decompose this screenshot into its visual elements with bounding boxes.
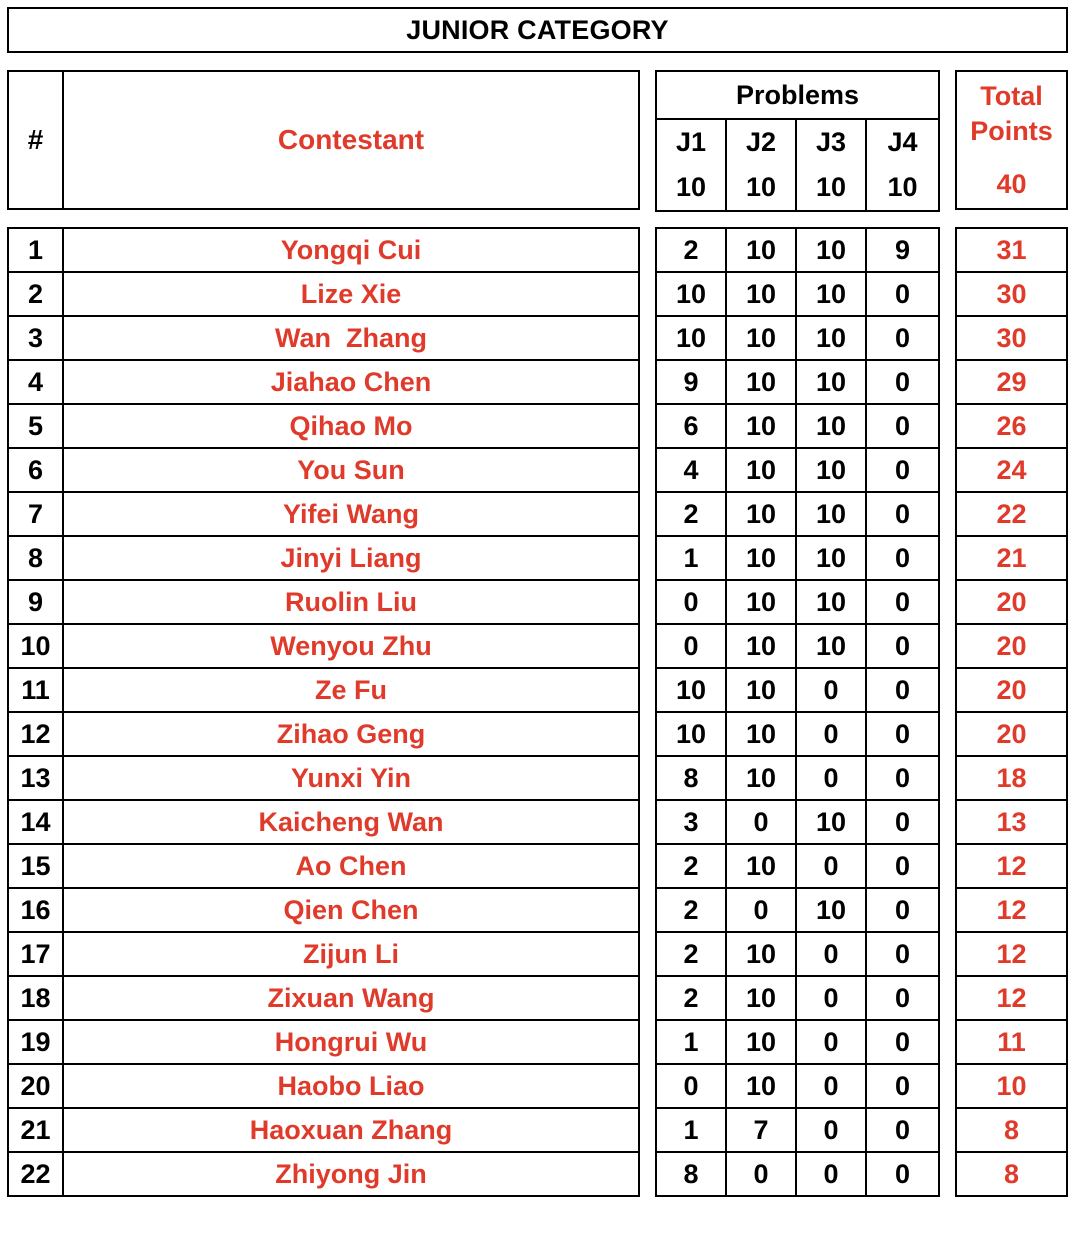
rank-cell: 5 [8,404,63,448]
score-cell-j1: 10 [656,668,726,712]
score-cell-j2: 10 [726,932,796,976]
score-row [656,888,939,932]
score-row [656,536,939,580]
rank-cell: 18 [8,976,63,1020]
score-cell-j3: 10 [796,888,866,932]
score-row [656,1064,939,1108]
total-cell: 20 [956,668,1067,712]
score-row [656,668,939,712]
contestant-name: Zixuan Wang [63,976,639,1020]
table-row [8,712,639,756]
total-row [956,228,1067,272]
table-row [8,536,639,580]
contestant-name: Haobo Liao [63,1064,639,1108]
rank-cell: 14 [8,800,63,844]
contestant-name: Kaicheng Wan [63,800,639,844]
total-cell: 21 [956,536,1067,580]
table-row [8,448,639,492]
contestant-name: Yongqi Cui [63,228,639,272]
table-row [8,932,639,976]
score-cell-j1: 10 [656,712,726,756]
score-cell-j4: 0 [866,668,939,712]
score-cell-j2: 0 [726,888,796,932]
score-cell-j4: 0 [866,272,939,316]
table-row [8,756,639,800]
score-cell-j1: 0 [656,1064,726,1108]
contestant-header: Contestant [63,71,639,209]
score-cell-j3: 0 [796,932,866,976]
total-row [956,448,1067,492]
score-cell-j3: 10 [796,448,866,492]
score-cell-j1: 2 [656,492,726,536]
rank-cell: 17 [8,932,63,976]
score-cell-j1: 10 [656,316,726,360]
score-row [656,932,939,976]
contestant-name: Haoxuan Zhang [63,1108,639,1152]
score-cell-j3: 0 [796,1108,866,1152]
score-cell-j1: 4 [656,448,726,492]
rank-cell: 16 [8,888,63,932]
total-row [956,976,1067,1020]
score-row [656,1020,939,1064]
rank-cell: 1 [8,228,63,272]
total-cell: 12 [956,844,1067,888]
total-row [956,404,1067,448]
problem-label-j3: J3 [796,119,866,165]
score-cell-j2: 10 [726,228,796,272]
total-row [956,1020,1067,1064]
score-cell-j4: 0 [866,800,939,844]
header-contestant-table [7,70,640,210]
score-cell-j1: 2 [656,844,726,888]
score-cell-j4: 0 [866,492,939,536]
score-cell-j4: 0 [866,712,939,756]
contestant-name: Wan Zhang [63,316,639,360]
contestant-name: Qien Chen [63,888,639,932]
total-header [956,71,1067,209]
score-cell-j4: 0 [866,756,939,800]
score-cell-j3: 10 [796,272,866,316]
total-header-line1: Total [980,80,1043,111]
score-cell-j4: 0 [866,888,939,932]
total-row [956,316,1067,360]
score-cell-j3: 10 [796,624,866,668]
score-cell-j1: 10 [656,272,726,316]
score-cell-j1: 8 [656,756,726,800]
score-cell-j3: 10 [796,536,866,580]
contestant-name: Ruolin Liu [63,580,639,624]
rank-cell: 22 [8,1152,63,1196]
score-cell-j2: 10 [726,976,796,1020]
rank-cell: 11 [8,668,63,712]
total-row [956,580,1067,624]
rank-cell: 2 [8,272,63,316]
score-cell-j4: 0 [866,1020,939,1064]
score-cell-j3: 10 [796,316,866,360]
total-cell: 8 [956,1152,1067,1196]
rank-cell: 4 [8,360,63,404]
table-row [8,580,639,624]
score-row [656,800,939,844]
score-cell-j2: 10 [726,404,796,448]
score-row [656,712,939,756]
score-row [656,1108,939,1152]
score-cell-j3: 10 [796,360,866,404]
total-cell: 18 [956,756,1067,800]
table-row [8,800,639,844]
problem-label-j1: J1 [656,119,726,165]
score-cell-j3: 10 [796,404,866,448]
total-row [956,756,1067,800]
total-cell: 20 [956,580,1067,624]
score-cell-j4: 0 [866,536,939,580]
score-cell-j3: 10 [796,492,866,536]
table-row [8,1152,639,1196]
score-cell-j1: 1 [656,1020,726,1064]
score-cell-j3: 0 [796,756,866,800]
score-cell-j3: 0 [796,712,866,756]
rank-header: # [8,71,63,209]
score-cell-j1: 2 [656,888,726,932]
contestant-name: Yifei Wang [63,492,639,536]
score-cell-j1: 0 [656,624,726,668]
total-cell: 12 [956,932,1067,976]
score-cell-j4: 9 [866,228,939,272]
score-cell-j2: 10 [726,580,796,624]
total-cell: 29 [956,360,1067,404]
score-cell-j2: 10 [726,844,796,888]
score-cell-j1: 0 [656,580,726,624]
problems-header: Problems [656,71,939,119]
table-row [8,1108,639,1152]
rank-cell: 19 [8,1020,63,1064]
rank-cell: 6 [8,448,63,492]
scores-table [655,227,940,1197]
contestant-name: Zihao Geng [63,712,639,756]
total-row [956,492,1067,536]
score-row [656,976,939,1020]
total-max: 40 [996,168,1027,199]
rank-cell: 13 [8,756,63,800]
score-cell-j3: 0 [796,844,866,888]
table-row [8,844,639,888]
header-total-table [955,70,1068,210]
table-row [8,976,639,1020]
problem-max-j3: 10 [796,165,866,211]
contestant-name: Qihao Mo [63,404,639,448]
problem-label-j4: J4 [866,119,939,165]
score-cell-j1: 2 [656,932,726,976]
score-row [656,756,939,800]
contestant-name: You Sun [63,448,639,492]
score-row [656,1152,939,1196]
total-row [956,536,1067,580]
table-row [8,888,639,932]
score-cell-j1: 9 [656,360,726,404]
score-cell-j1: 2 [656,228,726,272]
total-cell: 13 [956,800,1067,844]
total-row [956,1064,1067,1108]
totals-table [955,227,1068,1197]
score-row [656,360,939,404]
score-cell-j2: 10 [726,1064,796,1108]
total-row [956,624,1067,668]
score-cell-j1: 3 [656,800,726,844]
rank-cell: 21 [8,1108,63,1152]
total-row [956,712,1067,756]
score-cell-j4: 0 [866,1108,939,1152]
total-cell: 10 [956,1064,1067,1108]
total-row [956,800,1067,844]
score-cell-j4: 0 [866,448,939,492]
contestant-name: Ze Fu [63,668,639,712]
score-cell-j2: 10 [726,492,796,536]
score-cell-j4: 0 [866,404,939,448]
rank-cell: 10 [8,624,63,668]
category-title: JUNIOR CATEGORY [7,7,1068,53]
problem-label-j2: J2 [726,119,796,165]
score-cell-j2: 10 [726,1020,796,1064]
table-row [8,272,639,316]
contestant-name: Lize Xie [63,272,639,316]
table-row [8,228,639,272]
table-row [8,360,639,404]
rank-cell: 12 [8,712,63,756]
total-cell: 8 [956,1108,1067,1152]
score-cell-j2: 10 [726,536,796,580]
contestant-name: Hongrui Wu [63,1020,639,1064]
score-cell-j1: 8 [656,1152,726,1196]
problem-max-j2: 10 [726,165,796,211]
total-cell: 12 [956,888,1067,932]
contestant-table [7,227,640,1197]
table-row [8,1064,639,1108]
problem-max-j1: 10 [656,165,726,211]
total-row [956,1108,1067,1152]
score-cell-j4: 0 [866,1064,939,1108]
table-row [8,492,639,536]
score-cell-j3: 10 [796,800,866,844]
score-cell-j4: 0 [866,1152,939,1196]
contestant-name: Ao Chen [63,844,639,888]
rank-cell: 8 [8,536,63,580]
score-cell-j1: 1 [656,1108,726,1152]
score-cell-j3: 0 [796,976,866,1020]
contestant-name: Zijun Li [63,932,639,976]
score-cell-j4: 0 [866,976,939,1020]
table-row [8,316,639,360]
table-row [8,668,639,712]
header-problems-table [655,70,940,212]
score-cell-j2: 0 [726,800,796,844]
contestant-name: Zhiyong Jin [63,1152,639,1196]
score-row [656,492,939,536]
score-cell-j2: 10 [726,316,796,360]
contestant-name: Jinyi Liang [63,536,639,580]
score-cell-j2: 10 [726,712,796,756]
rank-cell: 20 [8,1064,63,1108]
table-row [8,404,639,448]
score-row [656,272,939,316]
score-cell-j2: 7 [726,1108,796,1152]
score-cell-j1: 2 [656,976,726,1020]
score-cell-j3: 0 [796,668,866,712]
total-row [956,272,1067,316]
table-row [8,624,639,668]
score-cell-j4: 0 [866,360,939,404]
score-cell-j2: 10 [726,668,796,712]
total-row [956,668,1067,712]
total-row [956,888,1067,932]
rank-cell: 3 [8,316,63,360]
total-cell: 22 [956,492,1067,536]
score-cell-j2: 0 [726,1152,796,1196]
total-cell: 30 [956,316,1067,360]
score-row [656,844,939,888]
score-row [656,448,939,492]
score-cell-j2: 10 [726,756,796,800]
total-row [956,844,1067,888]
score-cell-j4: 0 [866,624,939,668]
total-cell: 12 [956,976,1067,1020]
problem-max-j4: 10 [866,165,939,211]
contestant-name: Jiahao Chen [63,360,639,404]
score-cell-j4: 0 [866,316,939,360]
total-cell: 30 [956,272,1067,316]
score-cell-j2: 10 [726,272,796,316]
total-cell: 24 [956,448,1067,492]
score-row [656,228,939,272]
score-cell-j4: 0 [866,844,939,888]
contestant-name: Yunxi Yin [63,756,639,800]
total-cell: 26 [956,404,1067,448]
total-cell: 20 [956,624,1067,668]
total-cell: 20 [956,712,1067,756]
table-row [8,1020,639,1064]
total-row [956,932,1067,976]
contestant-name: Wenyou Zhu [63,624,639,668]
score-cell-j4: 0 [866,932,939,976]
total-cell: 11 [956,1020,1067,1064]
score-cell-j3: 10 [796,580,866,624]
total-row [956,1152,1067,1196]
score-cell-j2: 10 [726,624,796,668]
score-row [656,316,939,360]
score-cell-j3: 0 [796,1152,866,1196]
score-cell-j3: 0 [796,1020,866,1064]
rank-cell: 15 [8,844,63,888]
score-cell-j4: 0 [866,580,939,624]
rank-cell: 7 [8,492,63,536]
total-header-line2: Points [970,115,1053,146]
score-cell-j1: 1 [656,536,726,580]
score-cell-j1: 6 [656,404,726,448]
score-cell-j2: 10 [726,360,796,404]
score-cell-j2: 10 [726,448,796,492]
total-cell: 31 [956,228,1067,272]
rank-cell: 9 [8,580,63,624]
score-cell-j3: 0 [796,1064,866,1108]
total-row [956,360,1067,404]
score-row [656,580,939,624]
score-row [656,404,939,448]
score-row [656,624,939,668]
score-cell-j3: 10 [796,228,866,272]
